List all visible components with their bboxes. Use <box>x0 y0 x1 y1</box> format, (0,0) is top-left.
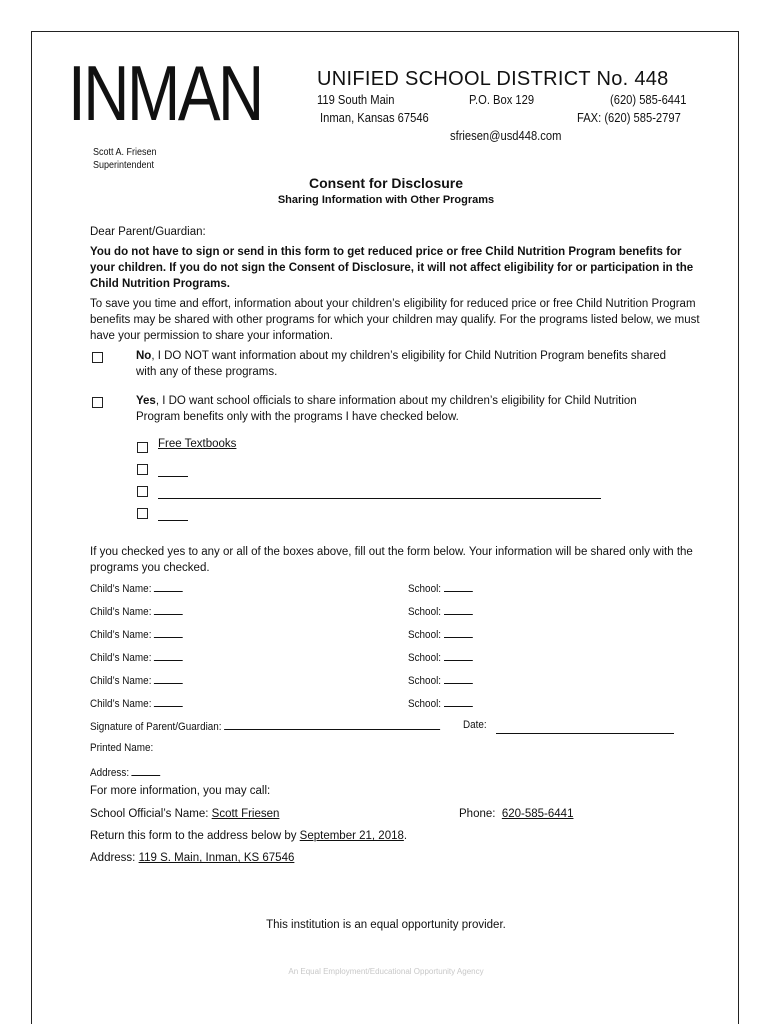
official-line: School Official’s Name: Scott Friesen <box>90 808 280 820</box>
po-box: P.O. Box 129 <box>469 92 535 107</box>
child-name-row-5[interactable]: Child’s Name: <box>90 673 183 687</box>
superintendent-name: Scott A. Friesen <box>93 147 157 158</box>
school-row-2[interactable]: School: <box>408 604 473 618</box>
faint-footer: An Equal Employment/Educational Opportunity Agency <box>288 967 484 976</box>
street-address: 119 South Main <box>317 92 395 107</box>
fax-number: FAX: (620) 585-2797 <box>577 110 681 125</box>
phone-number: (620) 585-6441 <box>610 92 687 107</box>
child-name-row-1[interactable]: Child’s Name: <box>90 581 183 595</box>
child-name-row-2[interactable]: Child’s Name: <box>90 604 183 618</box>
program-checkbox-1[interactable] <box>137 440 148 458</box>
return-date: September 21, 2018 <box>299 830 404 842</box>
option-yes-checkbox[interactable] <box>92 395 103 413</box>
document-page <box>31 31 739 1024</box>
greeting: Dear Parent/Guardian: <box>90 226 206 238</box>
form-title: Consent for Disclosure <box>308 175 464 191</box>
date-field[interactable] <box>496 721 674 739</box>
program-blank-3[interactable] <box>158 486 601 504</box>
official-phone: 620-585-6441 <box>501 808 574 820</box>
option-no-text: No, I DO NOT want information about my children’s eligibility for Child Nutrition Program benefits shared with any of these programs. <box>136 350 667 378</box>
program-blank-2[interactable] <box>158 464 188 482</box>
child-name-row-4[interactable]: Child’s Name: <box>90 650 183 664</box>
program-checkbox-2[interactable] <box>137 462 148 480</box>
superintendent-title: Superintendent <box>93 160 155 171</box>
intro-paragraph: To save you time and effort, information about your children’s eligibility for reduced price or free Child Nutrition Program benefits may be shared with other programs for which your children may qualify. For the programs listed below, we must have your permission to share your information. <box>90 298 700 342</box>
program-checkbox-4[interactable] <box>137 506 148 524</box>
return-line: Return this form to the address below by September 21, 2018. <box>90 830 408 842</box>
phone-line: Phone: 620-585-6441 <box>459 808 574 820</box>
school-row-4[interactable]: School: <box>408 650 473 664</box>
child-name-row-3[interactable]: Child’s Name: <box>90 627 183 641</box>
district-name: UNIFIED SCHOOL DISTRICT No. 448 <box>317 68 669 90</box>
official-name: Scott Friesen <box>211 808 280 820</box>
return-address: 119 S. Main, Inman, KS 67546 <box>138 852 295 864</box>
equal-opportunity-statement: This institution is an equal opportunity provider. <box>266 919 506 931</box>
email-address: sfriesen@usd448.com <box>450 128 562 143</box>
child-name-row-6[interactable]: Child’s Name: <box>90 696 183 710</box>
school-row-5[interactable]: School: <box>408 673 473 687</box>
school-row-3[interactable]: School: <box>408 627 473 641</box>
inman-logo: INMAN <box>68 49 262 137</box>
form-subtitle: Sharing Information with Other Programs <box>277 194 495 206</box>
program-checkbox-3[interactable] <box>137 484 148 502</box>
more-info: For more information, you may call: <box>90 785 271 797</box>
city-address: Inman, Kansas 67546 <box>320 110 429 125</box>
program-blank-4[interactable] <box>158 508 188 526</box>
bold-notice: You do not have to sign or send in this form to get reduced price or free Child Nutrition Program benefits for your children. If you do not sign the Consent of Disclosure, it will not affect eligibility for or participation in the Child Nutrition Programs. <box>90 246 694 290</box>
printed-name-label: Printed Name: <box>90 742 154 754</box>
school-row-6[interactable]: School: <box>408 696 473 710</box>
date-label: Date: <box>463 719 487 731</box>
option-no-checkbox[interactable] <box>92 350 103 368</box>
school-row-1[interactable]: School: <box>408 581 473 595</box>
address-field[interactable]: Address: <box>90 765 161 779</box>
option-yes-text: Yes, I DO want school officials to share information about my children’s eligibility for Child Nutrition Program benefits only with the programs I have checked below. <box>136 395 637 423</box>
instructions: If you checked yes to any or all of the boxes above, fill out the form below. Your information will be shared only with the programs you checked. <box>90 546 693 574</box>
signature-field[interactable]: Signature of Parent/Guardian: <box>90 719 440 733</box>
program-free-textbooks: Free Textbooks <box>158 438 237 450</box>
return-address-line: Address: 119 S. Main, Inman, KS 67546 <box>90 852 295 864</box>
